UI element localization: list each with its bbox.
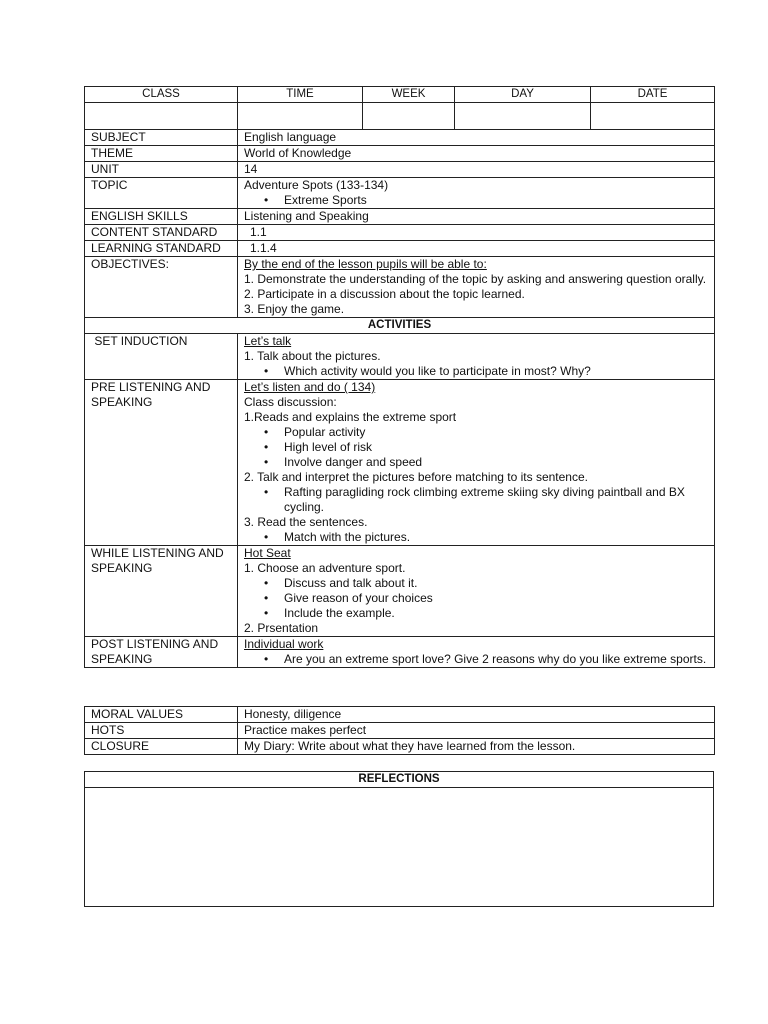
topic-label: TOPIC [85, 178, 238, 209]
unit-value: 14 [238, 162, 715, 178]
pre-listening-bullets [244, 485, 708, 515]
moral-values-label: MORAL VALUES [85, 707, 238, 723]
set-induction-bullet: • Which activity would you like to participate in most? Why? [284, 364, 708, 379]
while-listening-label: WHILE LISTENING AND SPEAKING [85, 546, 238, 637]
unit-row [85, 162, 715, 178]
topic-bullet: • Extreme Sports [284, 193, 708, 208]
class-cell[interactable] [85, 103, 238, 130]
header-row [85, 87, 715, 103]
topic-value: Adventure Spots (133-134) [244, 178, 389, 192]
header-time: TIME [238, 87, 363, 103]
set-induction-heading: Let’s talk [244, 334, 292, 348]
pre-listening-bullet: • High level of risk [284, 440, 708, 455]
pre-listening-bullet: • Popular activity [284, 425, 708, 440]
while-listening-line: 1. Choose an adventure sport. [244, 561, 406, 575]
set-induction-row [85, 334, 715, 380]
post-listening-heading: Individual work [244, 637, 324, 651]
while-listening-row [85, 546, 715, 637]
lesson-plan-table [84, 86, 715, 668]
pre-listening-line: Class discussion: [244, 395, 337, 409]
header-blank-row [85, 103, 715, 130]
set-induction-label: SET INDUCTION [85, 334, 238, 380]
set-induction-bullets [244, 364, 708, 379]
activities-title: ACTIVITIES [85, 318, 715, 334]
week-cell[interactable] [363, 103, 455, 130]
objectives-row [85, 257, 715, 318]
subject-value: English language [238, 130, 715, 146]
learning-standard-cell [238, 241, 715, 257]
activities-title-row [85, 318, 715, 334]
pre-listening-line: 1.Reads and explains the extreme sport [244, 410, 457, 424]
while-listening-bullets [244, 576, 708, 621]
pre-listening-bullets [244, 425, 708, 470]
while-listening-line: 2. Prsentation [244, 621, 319, 635]
while-listening-heading: Hot Seat [244, 546, 291, 560]
pre-listening-bullet: • Match with the pictures. [284, 530, 708, 545]
objectives-label: OBJECTIVES: [85, 257, 238, 318]
learning-standard-value: 1.1.4 [250, 241, 277, 255]
pre-listening-bullets [244, 530, 708, 545]
time-cell[interactable] [238, 103, 363, 130]
hots-label: HOTS [85, 723, 238, 739]
objective-item: 3. Enjoy the game. [244, 302, 345, 316]
skills-value: Listening and Speaking [238, 209, 715, 225]
objectives-cell [238, 257, 715, 318]
header-date: DATE [591, 87, 715, 103]
topic-bullets [244, 193, 708, 208]
set-induction-line: 1. Talk about the pictures. [244, 349, 381, 363]
pre-listening-cell [238, 380, 715, 546]
reflections-body-row [85, 788, 714, 907]
while-listening-bullet: • Give reason of your choices [284, 591, 708, 606]
header-week: WEEK [363, 87, 455, 103]
skills-row [85, 209, 715, 225]
subject-row [85, 130, 715, 146]
post-listening-label: POST LISTENING AND SPEAKING [85, 637, 238, 668]
learning-standard-row [85, 241, 715, 257]
objective-item: 2. Participate in a discussion about the topic learned. [244, 287, 525, 301]
moral-values-value: Honesty, diligence [238, 707, 715, 723]
skills-label: ENGLISH SKILLS [85, 209, 238, 225]
subject-label: SUBJECT [85, 130, 238, 146]
closure-label: CLOSURE [85, 739, 238, 755]
content-standard-label: CONTENT STANDARD [85, 225, 238, 241]
day-cell[interactable] [455, 103, 591, 130]
closure-value: My Diary: Write about what they have learned from the lesson. [238, 739, 715, 755]
theme-value: World of Knowledge [238, 146, 715, 162]
header-day: DAY [455, 87, 591, 103]
hots-value: Practice makes perfect [238, 723, 715, 739]
content-standard-value: 1.1 [250, 225, 267, 239]
reflections-title-row [85, 772, 714, 788]
set-induction-cell [238, 334, 715, 380]
pre-listening-bullet: • Rafting paragliding rock climbing extreme skiing sky diving paintball and BX cycling. [284, 485, 708, 515]
pre-listening-line: 3. Read the sentences. [244, 515, 368, 529]
post-listening-bullets [244, 652, 708, 667]
theme-label: THEME [85, 146, 238, 162]
reflections-table [84, 771, 714, 907]
pre-listening-row [85, 380, 715, 546]
post-listening-row [85, 637, 715, 668]
objectives-intro: By the end of the lesson pupils will be able to: [244, 257, 487, 271]
post-listening-cell [238, 637, 715, 668]
reflections-body[interactable] [85, 788, 714, 907]
content-standard-row [85, 225, 715, 241]
while-listening-cell [238, 546, 715, 637]
date-cell[interactable] [591, 103, 715, 130]
while-listening-bullet: • Include the example. [284, 606, 708, 621]
pre-listening-heading: Let’s listen and do ( 134) [244, 380, 376, 394]
reflections-title: REFLECTIONS [85, 772, 714, 788]
content-standard-cell [238, 225, 715, 241]
hots-row [85, 723, 715, 739]
pre-listening-line: 2. Talk and interpret the pictures before matching to its sentence. [244, 470, 588, 484]
while-listening-bullet: • Discuss and talk about it. [284, 576, 708, 591]
learning-standard-label: LEARNING STANDARD [85, 241, 238, 257]
objective-item: 1. Demonstrate the understanding of the topic by asking and answering question orally. [244, 272, 707, 286]
theme-row [85, 146, 715, 162]
post-listening-bullet: • Are you an extreme sport love? Give 2 reasons why do you like extreme sports. [284, 652, 708, 667]
unit-label: UNIT [85, 162, 238, 178]
topic-cell [238, 178, 715, 209]
topic-row [85, 178, 715, 209]
pre-listening-label: PRE LISTENING AND SPEAKING [85, 380, 238, 546]
moral-values-row [85, 707, 715, 723]
closing-table [84, 706, 715, 755]
header-class: CLASS [85, 87, 238, 103]
pre-listening-bullet: • Involve danger and speed [284, 455, 708, 470]
closure-row [85, 739, 715, 755]
